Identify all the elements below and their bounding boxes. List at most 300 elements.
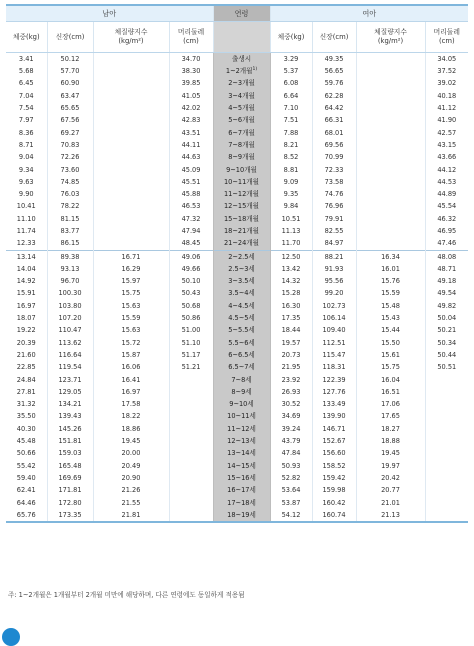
boys-height-cell: 65.65 <box>47 102 93 114</box>
table-row <box>6 509 468 522</box>
girls-weight-cell: 8.52 <box>270 151 312 163</box>
age-label: 8~9세 <box>231 387 252 396</box>
age-label: 11~12개월 <box>223 190 260 199</box>
boys-bmi-cell <box>93 237 169 250</box>
boys-bmi-cell: 15.59 <box>93 312 169 324</box>
girls-group-header: 여아 <box>270 5 468 22</box>
girls-height-cell: 127.76 <box>312 386 356 398</box>
boys-height-cell: 78.22 <box>47 201 93 213</box>
boys-head-cell: 45.09 <box>169 164 213 176</box>
boys-bmi-cell <box>93 188 169 200</box>
boys-bmi-cell: 16.97 <box>93 386 169 398</box>
boys-bmi-cell: 16.06 <box>93 361 169 373</box>
boys-head-cell: 42.02 <box>169 102 213 114</box>
boys-weight-cell: 35.50 <box>16 412 36 421</box>
boys-height-cell: 110.47 <box>47 325 93 337</box>
girls-weight-cell: 9.84 <box>270 201 312 213</box>
boys-height-cell: 116.64 <box>47 349 93 361</box>
age-group-header: 연령 <box>213 5 270 22</box>
table-row <box>6 139 468 151</box>
boys-head-cell: 51.21 <box>169 361 213 373</box>
boys-head-cell <box>169 460 213 472</box>
girls-bmi-cell <box>356 102 425 114</box>
boys-weight-cell: 14.04 <box>16 264 36 273</box>
age-cell <box>213 114 270 126</box>
girls-height-cell: 74.76 <box>312 188 356 200</box>
girls-height-cell: 118.31 <box>312 361 356 373</box>
girls-head-cell <box>425 435 468 447</box>
girls-weight-cell: 30.52 <box>270 398 312 410</box>
girls-weight-cell: 5.37 <box>270 65 312 77</box>
boys-weight-cell: 7.04 <box>18 91 34 100</box>
boys-head-cell: 49.66 <box>169 263 213 275</box>
boys-head-cell: 38.30 <box>169 65 213 77</box>
boys-bmi-cell <box>93 176 169 188</box>
boys-weight-cell: 50.66 <box>16 449 36 458</box>
table-row <box>6 237 468 250</box>
age-label: 8~9개월 <box>228 153 255 162</box>
girls-head-cell <box>425 497 468 509</box>
table-row <box>6 349 468 361</box>
girls-bmi-cell: 16.51 <box>356 386 425 398</box>
age-label: 15~16세 <box>227 473 256 482</box>
girls-bmi-cell: 15.59 <box>356 288 425 300</box>
age-label: 6.5~7세 <box>228 363 255 372</box>
age-cell <box>213 201 270 213</box>
boys-head-cell: 39.85 <box>169 78 213 90</box>
girls-height-cell: 160.42 <box>312 497 356 509</box>
boys-head-cell: 51.10 <box>169 337 213 349</box>
boys-head-cell: 50.86 <box>169 312 213 324</box>
age-label: 14~15세 <box>227 461 256 470</box>
girls-height-cell: 84.97 <box>312 237 356 250</box>
boys-weight-cell: 11.74 <box>16 227 36 235</box>
girls-height-cell: 64.42 <box>312 102 356 114</box>
table-row <box>6 374 468 386</box>
boys-bmi-cell <box>93 201 169 213</box>
boys-height-cell: 100.30 <box>47 288 93 300</box>
girls-weight-cell: 13.42 <box>270 263 312 275</box>
girls-bmi-cell <box>356 201 425 213</box>
age-label: 3~3.5세 <box>228 277 255 286</box>
girls-head-cell: 37.52 <box>425 65 468 77</box>
boys-weight-cell: 15.91 <box>16 289 36 298</box>
boys-height-cell: 172.80 <box>47 497 93 509</box>
boys-bmi-cell: 15.63 <box>93 325 169 337</box>
age-cell <box>213 497 270 509</box>
age-cell <box>213 263 270 275</box>
girls-bmi-cell <box>356 78 425 90</box>
girls-bmi-cell <box>356 237 425 250</box>
footnote-marker: 1) <box>252 67 258 73</box>
boys-height-cell: 123.71 <box>47 374 93 386</box>
girls-height-cell: 99.20 <box>312 288 356 300</box>
table-row <box>6 448 468 460</box>
age-label: 6~6.5세 <box>228 350 255 359</box>
girls-weight-cell: 19.57 <box>270 337 312 349</box>
table-row <box>6 90 468 102</box>
age-label: 4.5~5세 <box>228 314 255 323</box>
girls-head-cell: 45.54 <box>425 201 468 213</box>
boys-head-cell: 47.32 <box>169 213 213 225</box>
girls-weight-cell: 53.64 <box>270 484 312 496</box>
girls-head-cell <box>425 484 468 496</box>
footnote: 주: 1~2개월은 1개월부터 2개월 미만에 해당하며, 다른 연령에도 동일하게 적용됨 <box>8 591 245 599</box>
boys-weight-cell: 8.71 <box>18 140 34 149</box>
boys-bmi-cell <box>93 139 169 151</box>
age-label: 9~10세 <box>229 400 254 409</box>
age-cell <box>213 275 270 287</box>
girls-weight-cell: 14.32 <box>270 275 312 287</box>
age-cell <box>213 312 270 324</box>
boys-weight-cell: 18.07 <box>16 314 36 323</box>
girls-head-cell: 39.02 <box>425 78 468 90</box>
table-row <box>6 411 468 423</box>
girls-bmi-cell: 18.27 <box>356 423 425 435</box>
boys-weight-cell: 16.97 <box>16 301 36 310</box>
boys-bmi-cell <box>93 213 169 225</box>
girls-weight-cell: 6.64 <box>270 90 312 102</box>
girls-head-cell: 46.32 <box>425 213 468 225</box>
boys-bmi-cell: 15.75 <box>93 288 169 300</box>
boys-bmi-cell: 18.86 <box>93 423 169 435</box>
boys-head-header: 머리둘레 (cm) <box>169 22 213 53</box>
age-cell <box>213 176 270 188</box>
girls-head-cell: 42.57 <box>425 127 468 139</box>
age-label: 7~8개월 <box>228 140 255 149</box>
boys-head-cell <box>169 386 213 398</box>
girls-weight-cell: 16.30 <box>270 300 312 312</box>
age-cell <box>213 300 270 312</box>
boys-height-cell: 89.38 <box>47 250 93 263</box>
age-label: 9~10개월 <box>226 165 257 174</box>
age-label: 17~18세 <box>227 498 256 507</box>
girls-head-cell <box>425 448 468 460</box>
girls-height-cell: 62.28 <box>312 90 356 102</box>
girls-weight-cell: 7.51 <box>270 114 312 126</box>
girls-bmi-cell <box>356 114 425 126</box>
girls-bmi-cell: 15.76 <box>356 275 425 287</box>
age-label: 7~8세 <box>231 375 252 384</box>
girls-head-cell: 46.95 <box>425 225 468 237</box>
girls-head-cell <box>425 411 468 423</box>
girls-height-cell: 68.01 <box>312 127 356 139</box>
girls-bmi-cell: 15.50 <box>356 337 425 349</box>
boys-height-cell: 96.70 <box>47 275 93 287</box>
girls-bmi-cell: 19.97 <box>356 460 425 472</box>
girls-head-cell: 49.18 <box>425 275 468 287</box>
boys-group-header: 남아 <box>6 5 213 22</box>
girls-weight-cell: 15.28 <box>270 288 312 300</box>
girls-weight-cell: 50.93 <box>270 460 312 472</box>
boys-bmi-cell: 15.97 <box>93 275 169 287</box>
age-label: 18~19세 <box>227 510 256 519</box>
table-row <box>6 263 468 275</box>
table-row <box>6 250 468 263</box>
table-row <box>6 114 468 126</box>
girls-height-cell: 146.71 <box>312 423 356 435</box>
boys-height-cell: 139.43 <box>47 411 93 423</box>
boys-weight-cell: 40.30 <box>16 424 36 433</box>
girls-bmi-cell: 21.01 <box>356 497 425 509</box>
girls-head-cell: 41.90 <box>425 114 468 126</box>
girls-height-cell: 56.65 <box>312 65 356 77</box>
boys-weight-cell: 45.48 <box>16 437 36 446</box>
table-row <box>6 213 468 225</box>
girls-weight-cell: 11.70 <box>270 237 312 250</box>
girls-weight-cell: 11.13 <box>270 225 312 237</box>
boys-height-cell: 50.12 <box>47 53 93 66</box>
age-label: 18~21개월 <box>223 227 260 235</box>
boys-height-cell: 145.26 <box>47 423 93 435</box>
boys-bmi-cell: 15.63 <box>93 300 169 312</box>
age-cell <box>213 386 270 398</box>
girls-weight-cell: 23.92 <box>270 374 312 386</box>
girls-height-cell: 133.49 <box>312 398 356 410</box>
girls-bmi-cell: 19.45 <box>356 448 425 460</box>
boys-height-cell: 63.47 <box>47 90 93 102</box>
girls-height-header: 신장(cm) <box>312 22 356 53</box>
girls-head-cell <box>425 423 468 435</box>
boys-height-cell: 134.21 <box>47 398 93 410</box>
table-row <box>6 78 468 90</box>
age-cell <box>213 139 270 151</box>
girls-weight-cell: 52.82 <box>270 472 312 484</box>
age-subheader <box>213 22 270 53</box>
boys-weight-cell: 7.54 <box>18 104 34 113</box>
age-cell <box>213 53 270 66</box>
girls-bmi-cell <box>356 65 425 77</box>
age-label: 15~18개월 <box>223 214 260 223</box>
boys-bmi-cell <box>93 65 169 77</box>
girls-height-cell: 72.33 <box>312 164 356 176</box>
girls-bmi-header: 체질량지수 (kg/m²) <box>356 22 425 53</box>
girls-head-cell: 50.51 <box>425 361 468 373</box>
girls-head-cell: 34.05 <box>425 53 468 66</box>
girls-weight-cell: 7.10 <box>270 102 312 114</box>
boys-weight-cell: 5.68 <box>18 67 34 76</box>
boys-height-header: 신장(cm) <box>47 22 93 53</box>
girls-height-cell: 91.93 <box>312 263 356 275</box>
girls-height-cell: 88.21 <box>312 250 356 263</box>
boys-height-cell: 76.03 <box>47 188 93 200</box>
boys-height-cell: 173.35 <box>47 509 93 522</box>
boys-weight-cell: 27.81 <box>16 387 36 396</box>
age-cell <box>213 460 270 472</box>
girls-bmi-cell <box>356 127 425 139</box>
boys-height-cell: 103.80 <box>47 300 93 312</box>
boys-height-cell: 81.15 <box>47 213 93 225</box>
girls-weight-cell: 21.95 <box>270 361 312 373</box>
girls-bmi-cell <box>356 53 425 66</box>
boys-bmi-cell <box>93 53 169 66</box>
boys-head-cell <box>169 374 213 386</box>
girls-height-cell: 152.67 <box>312 435 356 447</box>
age-cell <box>213 151 270 163</box>
boys-bmi-cell <box>93 78 169 90</box>
table-row <box>6 325 468 337</box>
girls-weight-cell: 8.81 <box>270 164 312 176</box>
table-row <box>6 497 468 509</box>
boys-head-cell <box>169 398 213 410</box>
table-row <box>6 472 468 484</box>
boys-bmi-cell: 21.55 <box>93 497 169 509</box>
boys-bmi-cell: 16.71 <box>93 250 169 263</box>
girls-height-cell: 70.99 <box>312 151 356 163</box>
boys-bmi-cell <box>93 102 169 114</box>
boys-weight-cell: 9.90 <box>18 190 34 199</box>
age-cell <box>213 225 270 237</box>
boys-head-cell: 46.53 <box>169 201 213 213</box>
boys-head-cell: 45.51 <box>169 176 213 188</box>
table-row <box>6 53 468 66</box>
age-cell <box>213 164 270 176</box>
age-cell <box>213 435 270 447</box>
boys-weight-cell: 22.85 <box>16 363 36 372</box>
boys-bmi-cell: 20.00 <box>93 448 169 460</box>
age-label: 5~6개월 <box>228 116 255 125</box>
age-cell <box>213 423 270 435</box>
girls-bmi-cell: 16.04 <box>356 374 425 386</box>
age-label: 1~2개월 <box>225 67 253 76</box>
girls-bmi-cell <box>356 151 425 163</box>
boys-height-cell: 113.62 <box>47 337 93 349</box>
boys-bmi-cell: 20.49 <box>93 460 169 472</box>
boys-bmi-header: 체질량지수 (kg/m²) <box>93 22 169 53</box>
girls-weight-cell: 18.44 <box>270 325 312 337</box>
table-row <box>6 300 468 312</box>
girls-height-cell: 106.14 <box>312 312 356 324</box>
age-cell <box>213 90 270 102</box>
age-label: 16~17세 <box>227 486 256 495</box>
table-row <box>6 288 468 300</box>
girls-weight-cell: 12.50 <box>270 250 312 263</box>
girls-height-cell: 159.98 <box>312 484 356 496</box>
age-cell <box>213 374 270 386</box>
girls-height-cell: 76.96 <box>312 201 356 213</box>
boys-bmi-cell: 21.81 <box>93 509 169 522</box>
age-label: 3.5~4세 <box>228 289 255 298</box>
girls-height-cell: 122.39 <box>312 374 356 386</box>
girls-head-cell <box>425 374 468 386</box>
girls-weight-cell: 7.88 <box>270 127 312 139</box>
boys-head-cell: 50.10 <box>169 275 213 287</box>
table-row <box>6 312 468 324</box>
logo-circle-icon <box>2 628 20 646</box>
girls-bmi-cell: 16.01 <box>356 263 425 275</box>
age-label: 출생시 <box>231 54 252 63</box>
age-cell <box>213 127 270 139</box>
boys-weight-cell: 3.41 <box>18 54 34 63</box>
girls-height-cell: 159.42 <box>312 472 356 484</box>
boys-height-cell: 169.69 <box>47 472 93 484</box>
girls-bmi-cell: 16.34 <box>356 250 425 263</box>
boys-bmi-cell <box>93 90 169 102</box>
boys-weight-cell: 19.22 <box>16 326 36 335</box>
boys-height-cell: 93.13 <box>47 263 93 275</box>
age-label: 2.5~3세 <box>228 264 255 273</box>
girls-weight-cell: 47.84 <box>270 448 312 460</box>
growth-table-container <box>6 4 468 523</box>
boys-head-cell: 48.45 <box>169 237 213 250</box>
girls-head-cell: 49.54 <box>425 288 468 300</box>
boys-head-cell: 50.68 <box>169 300 213 312</box>
girls-head-cell: 50.44 <box>425 349 468 361</box>
girls-height-cell: 102.73 <box>312 300 356 312</box>
boys-weight-cell: 10.41 <box>16 202 36 211</box>
age-label: 13~14세 <box>227 449 256 458</box>
age-label: 4~4.5세 <box>228 301 255 310</box>
girls-height-cell: 69.56 <box>312 139 356 151</box>
girls-weight-cell: 54.12 <box>270 509 312 522</box>
girls-weight-cell: 53.87 <box>270 497 312 509</box>
boys-height-cell: 83.77 <box>47 225 93 237</box>
boys-height-cell: 165.48 <box>47 460 93 472</box>
table-row <box>6 65 468 77</box>
age-label: 2~2.5세 <box>228 252 255 261</box>
boys-height-cell: 67.56 <box>47 114 93 126</box>
girls-head-cell: 47.46 <box>425 237 468 250</box>
boys-height-cell: 57.70 <box>47 65 93 77</box>
girls-weight-cell: 34.69 <box>270 411 312 423</box>
table-row <box>6 127 468 139</box>
girls-height-cell: 66.31 <box>312 114 356 126</box>
girls-height-cell: 115.47 <box>312 349 356 361</box>
boys-bmi-cell: 19.45 <box>93 435 169 447</box>
table-row <box>6 188 468 200</box>
age-cell <box>213 188 270 200</box>
girls-head-cell: 44.89 <box>425 188 468 200</box>
girls-weight-cell: 39.24 <box>270 423 312 435</box>
boys-bmi-cell <box>93 127 169 139</box>
girls-height-cell: 73.58 <box>312 176 356 188</box>
boys-head-cell: 50.43 <box>169 288 213 300</box>
age-cell <box>213 78 270 90</box>
age-cell <box>213 337 270 349</box>
boys-head-cell: 44.63 <box>169 151 213 163</box>
girls-head-cell: 44.12 <box>425 164 468 176</box>
girls-bmi-cell: 15.43 <box>356 312 425 324</box>
girls-height-cell: 82.55 <box>312 225 356 237</box>
table-row <box>6 275 468 287</box>
boys-head-cell: 51.00 <box>169 325 213 337</box>
girls-head-cell: 44.53 <box>425 176 468 188</box>
boys-height-cell: 73.60 <box>47 164 93 176</box>
girls-bmi-cell <box>356 225 425 237</box>
girls-head-cell <box>425 398 468 410</box>
girls-bmi-cell: 15.44 <box>356 325 425 337</box>
boys-height-cell: 86.15 <box>47 237 93 250</box>
girls-weight-cell: 10.51 <box>270 213 312 225</box>
age-cell <box>213 411 270 423</box>
boys-bmi-cell: 17.58 <box>93 398 169 410</box>
age-label: 10~11개월 <box>223 177 260 186</box>
girls-bmi-cell: 20.77 <box>356 484 425 496</box>
boys-head-cell <box>169 509 213 522</box>
girls-weight-cell: 20.73 <box>270 349 312 361</box>
boys-head-cell: 42.83 <box>169 114 213 126</box>
girls-height-cell: 156.60 <box>312 448 356 460</box>
age-cell <box>213 361 270 373</box>
age-cell <box>213 213 270 225</box>
boys-bmi-cell <box>93 164 169 176</box>
age-cell <box>213 509 270 522</box>
boys-weight-cell: 11.10 <box>16 214 36 223</box>
boys-weight-cell: 9.04 <box>18 153 34 162</box>
boys-bmi-cell: 18.22 <box>93 411 169 423</box>
girls-weight-cell: 6.08 <box>270 78 312 90</box>
boys-height-cell: 72.26 <box>47 151 93 163</box>
